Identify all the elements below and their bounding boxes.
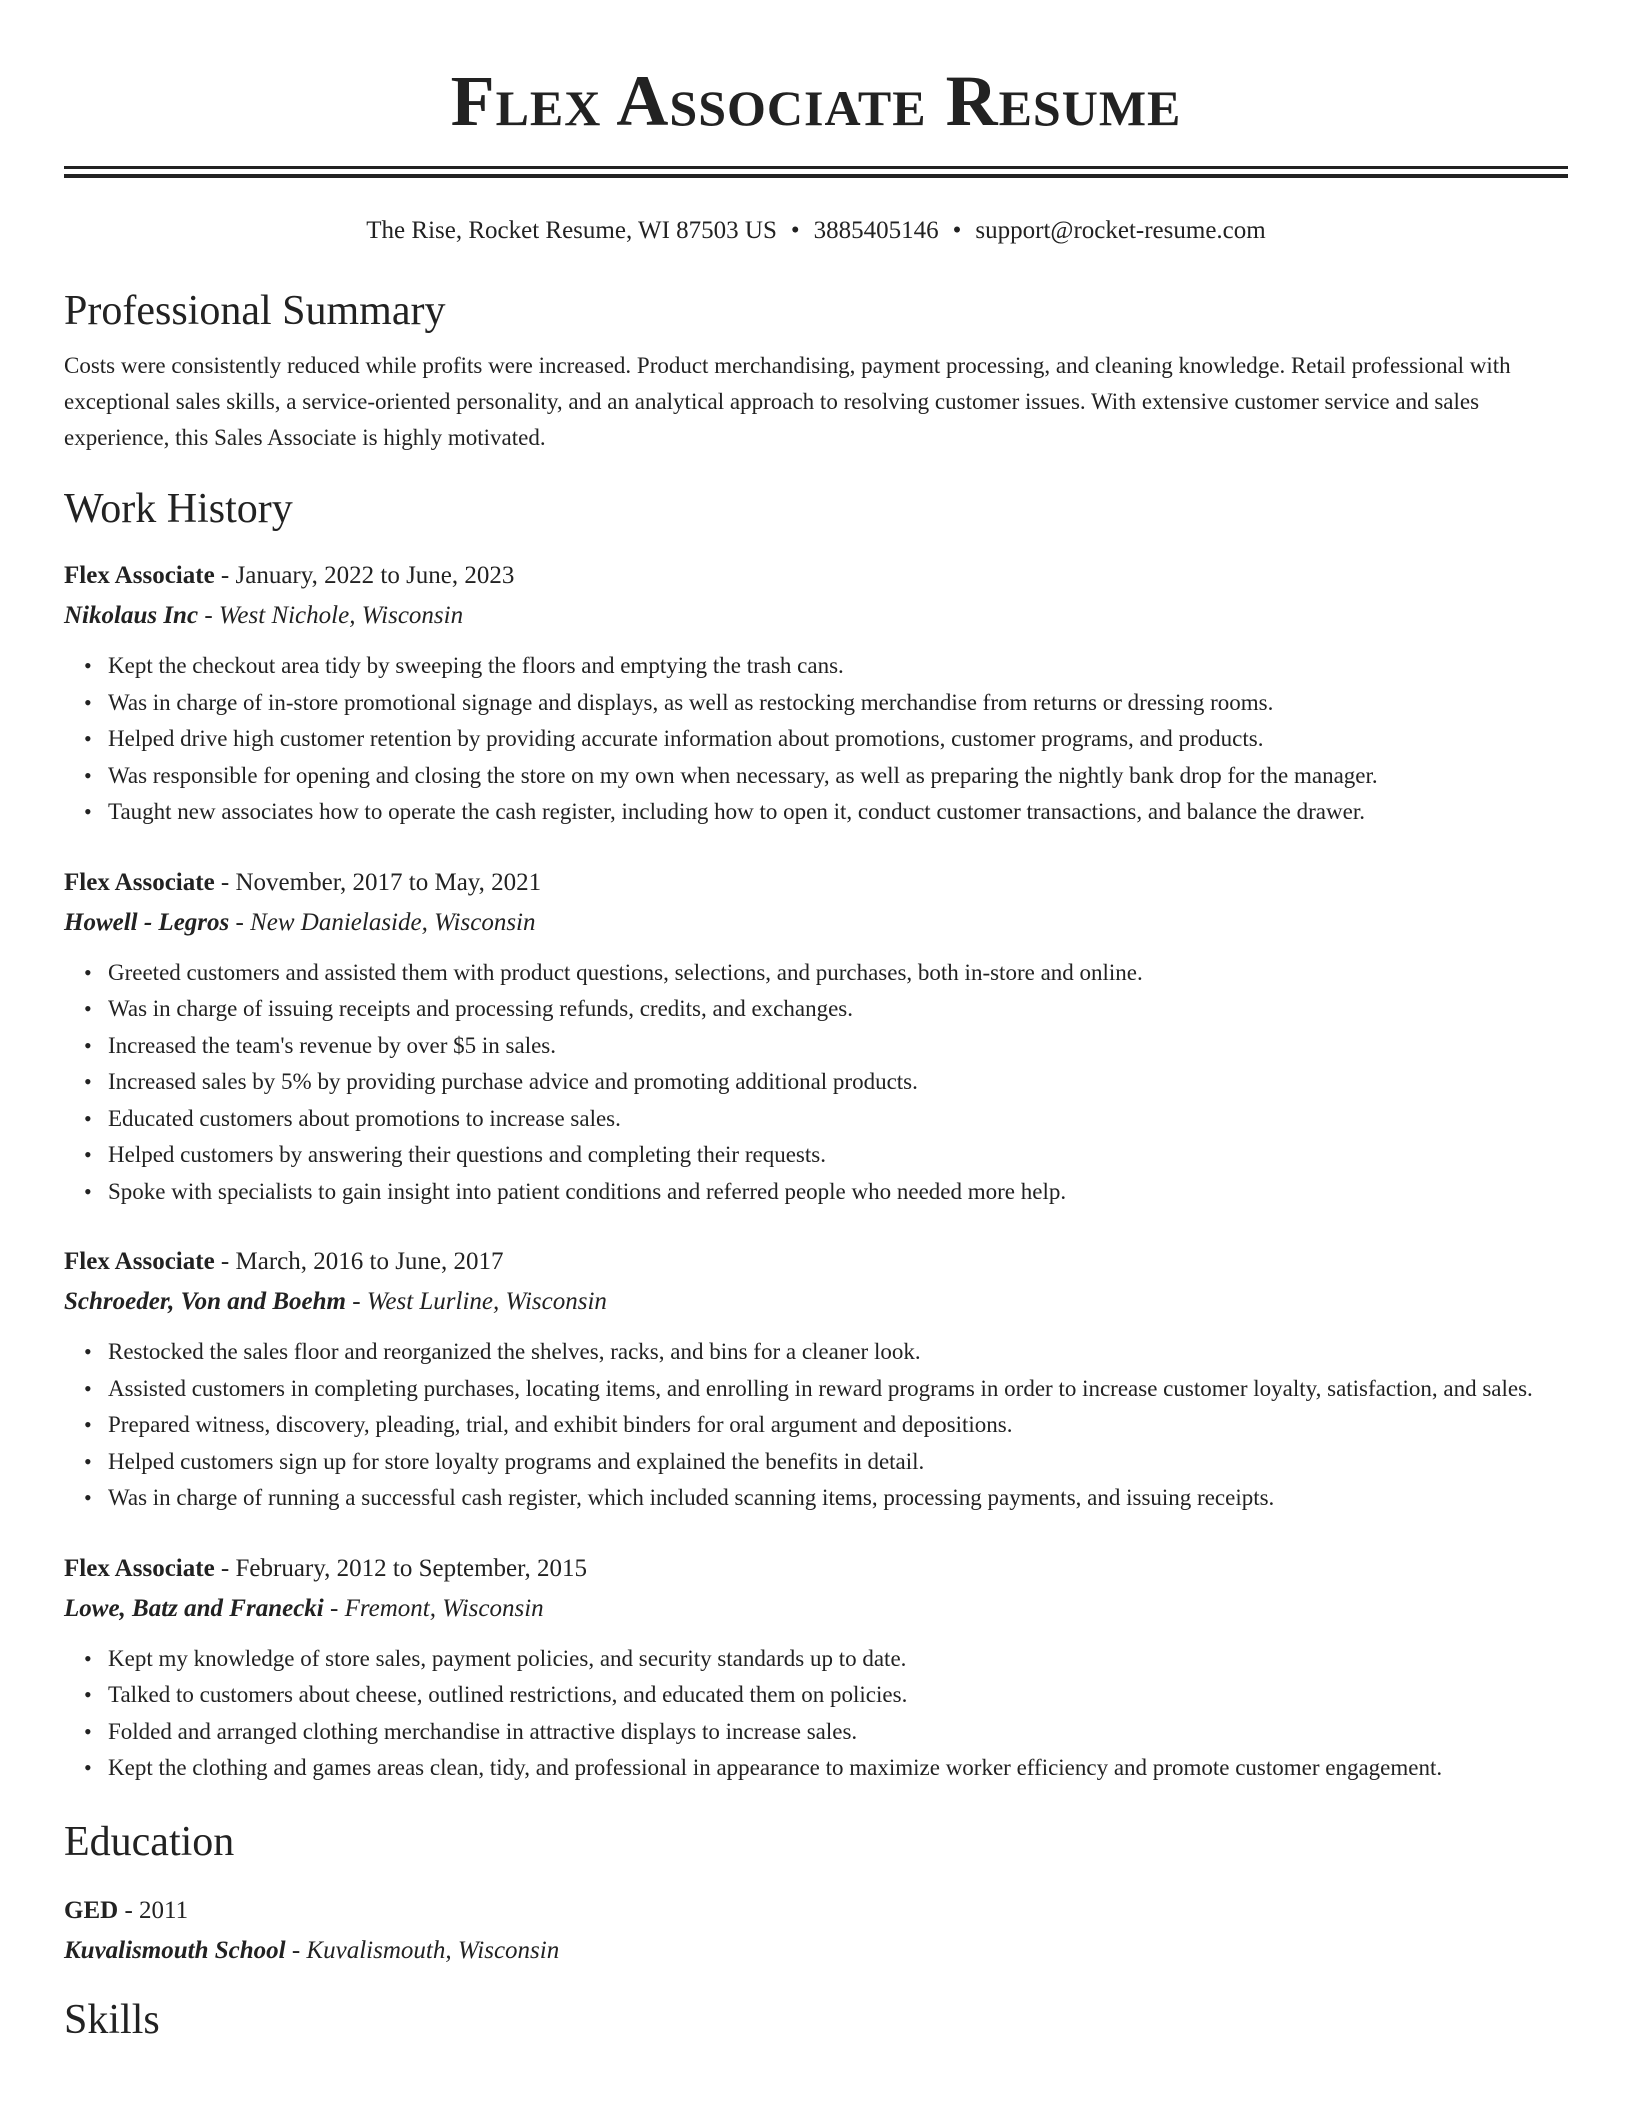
title-divider-bottom: [64, 174, 1568, 178]
job-location: - West Lurline, Wisconsin: [346, 1288, 607, 1315]
job-bullet: • Kept my knowledge of store sales, payment policies, and security standards up to date.: [108, 1641, 1568, 1678]
job-bullet: • Helped customers by answering their questions and completing their requests.: [108, 1137, 1568, 1174]
skills-heading: Skills: [64, 1996, 160, 2043]
work-history-heading: Work History: [64, 486, 293, 532]
education-school-line: [64, 1931, 1568, 1971]
job-entry: [64, 1242, 1568, 1517]
education-location: - Kuvalismouth, Wisconsin: [285, 1936, 560, 1964]
contact-address: The Rise, Rocket Resume, WI 87503 US: [366, 217, 777, 244]
job-dates: - March, 2016 to June, 2017: [214, 1248, 504, 1275]
job-title: Flex Associate: [64, 1554, 215, 1582]
job-bullet: • Increased the team's revenue by over $5 in sales.: [108, 1028, 1568, 1065]
job-bullet: • Folded and arranged clothing merchandise in attractive displays to increase sales.: [108, 1714, 1568, 1751]
job-dates: - November, 2017 to May, 2021: [214, 868, 542, 896]
job-title: Flex Associate: [64, 1248, 215, 1275]
job-entry: [64, 863, 1568, 1211]
contact-line: [64, 214, 1568, 248]
job-bullet: • Taught new associates how to operate the cash register, including how to open it, conduct customer transactions, and balance the drawer.: [108, 794, 1568, 831]
job-bullet: • Helped customers sign up for store loyalty programs and explained the benefits in detail.: [108, 1444, 1568, 1481]
job-bullet: • Prepared witness, discovery, pleading, trial, and exhibit binders for oral argument and depositions.: [108, 1407, 1568, 1444]
job-bullet: • Restocked the sales floor and reorganized the shelves, racks, and bins for a cleaner look.: [108, 1334, 1568, 1371]
job-location: - New Danielaside, Wisconsin: [229, 908, 536, 936]
job-company: Nikolaus Inc: [64, 602, 199, 629]
job-company: Howell - Legros: [64, 908, 230, 936]
job-company-line: [64, 903, 1568, 943]
job-bullet-list: [64, 648, 1568, 831]
summary-heading: Professional Summary: [64, 288, 446, 334]
work-history-list: [64, 556, 1568, 1787]
job-company-line: [64, 1589, 1568, 1629]
job-dates: - February, 2012 to September, 2015: [214, 1554, 587, 1582]
job-bullet: • Kept the clothing and games areas clean, tidy, and professional in appearance to maximize worker efficiency and promote customer engagement.: [108, 1750, 1568, 1787]
job-bullet: • Was in charge of in-store promotional signage and displays, as well as restocking merchandise from returns or dressing rooms.: [108, 685, 1568, 722]
education-degree-line: [64, 1891, 1568, 1931]
job-bullet-list: [64, 955, 1568, 1211]
job-location: - West Nichole, Wisconsin: [198, 602, 464, 629]
job-bullet: • Increased sales by 5% by providing purchase advice and promoting additional products.: [108, 1064, 1568, 1101]
job-bullet-list: [64, 1641, 1568, 1787]
job-bullet: • Was responsible for opening and closing the store on my own when necessary, as well as preparing the nightly bank drop for the manager.: [108, 758, 1568, 795]
job-bullet: • Was in charge of running a successful cash register, which included scanning items, processing payments, and issuing receipts.: [108, 1480, 1568, 1517]
job-bullet: • Educated customers about promotions to increase sales.: [108, 1101, 1568, 1138]
job-bullet: • Greeted customers and assisted them with product questions, selections, and purchases, both in-store and online.: [108, 955, 1568, 992]
job-title-line: [64, 1549, 1568, 1589]
contact-phone: 3885405146: [813, 217, 939, 244]
job-company-line: [64, 1282, 1568, 1322]
contact-email: support@rocket-resume.com: [975, 217, 1266, 244]
contact-separator: •: [790, 217, 800, 244]
contact-separator: •: [952, 217, 962, 244]
job-entry: [64, 1549, 1568, 1787]
job-title: Flex Associate: [64, 868, 215, 896]
job-dates: - January, 2022 to June, 2023: [214, 562, 515, 589]
job-bullet: • Was in charge of issuing receipts and processing refunds, credits, and exchanges.: [108, 991, 1568, 1028]
job-entry: [64, 556, 1568, 831]
job-title-line: [64, 863, 1568, 903]
job-bullet: • Kept the checkout area tidy by sweeping the floors and emptying the trash cans.: [108, 648, 1568, 685]
job-company-line: [64, 596, 1568, 636]
job-company: Schroeder, Von and Boehm: [64, 1288, 347, 1315]
resume-title: Flex Associate Resume: [450, 61, 1182, 141]
job-bullet: • Helped drive high customer retention by providing accurate information about promotions, customer programs, and products.: [108, 721, 1568, 758]
education-degree: GED: [64, 1896, 119, 1924]
job-company: Lowe, Batz and Franecki: [64, 1594, 324, 1622]
education-school: Kuvalismouth School: [64, 1936, 286, 1964]
job-bullet: • Assisted customers in completing purchases, locating items, and enrolling in reward programs in order to increase customer loyalty, satisfaction, and sales.: [108, 1371, 1568, 1408]
job-title: Flex Associate: [64, 562, 215, 589]
education-entry: [64, 1891, 1568, 1971]
summary-text: Costs were consistently reduced while profits were increased. Product merchandising, payment processing, and cleaning knowledge. Retail professional with exceptional sales skills, a service-oriented personality, and an analytical approach to resolving customer issues. With extensive customer service and sales experience, this Sales Associate is highly motivated.: [64, 353, 1511, 450]
job-title-line: [64, 1242, 1568, 1282]
job-bullet: • Talked to customers about cheese, outlined restrictions, and educated them on policies.: [108, 1677, 1568, 1714]
job-location: - Fremont, Wisconsin: [323, 1594, 544, 1622]
job-bullet-list: [64, 1334, 1568, 1517]
job-title-line: [64, 556, 1568, 596]
title-divider-top: [64, 166, 1568, 169]
education-heading: Education: [64, 1818, 235, 1865]
job-bullet: • Spoke with specialists to gain insight into patient conditions and referred people who needed more help.: [108, 1174, 1568, 1211]
education-year: - 2011: [118, 1896, 189, 1924]
